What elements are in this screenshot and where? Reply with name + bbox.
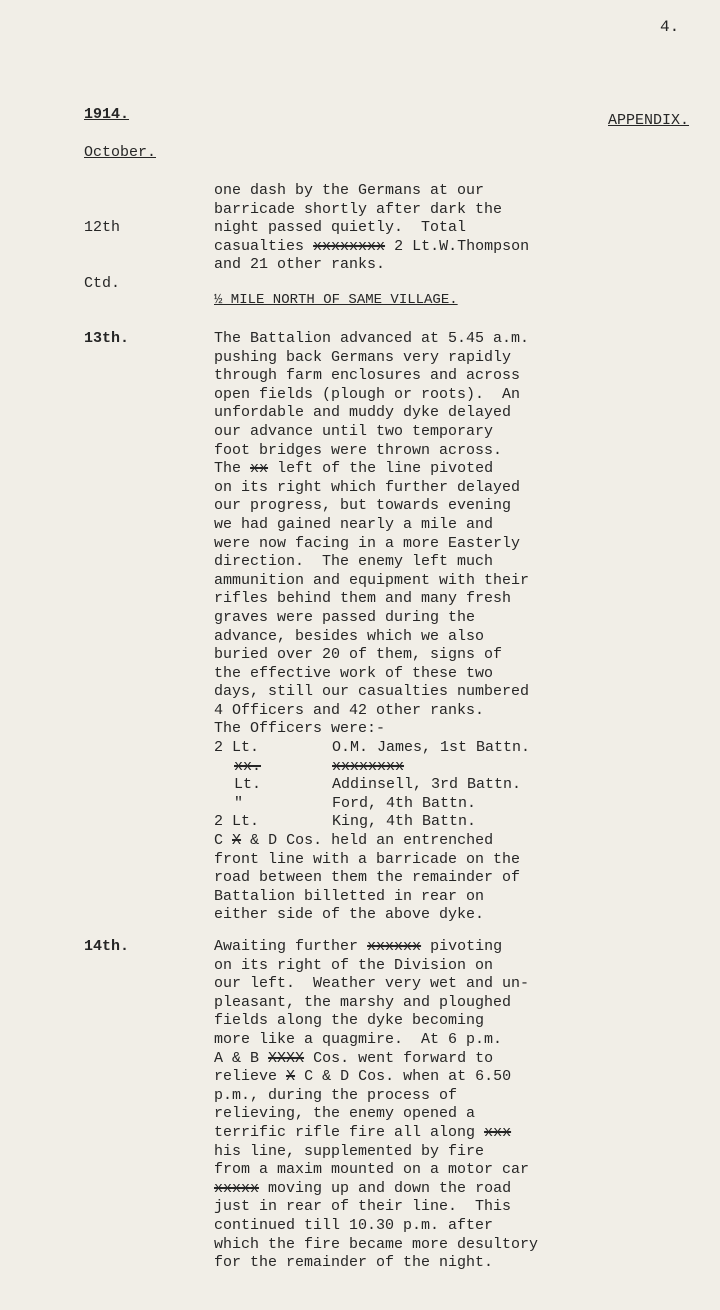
entry-12-line: one dash by the Germans at our <box>214 182 485 199</box>
struck-text: xxxxxx <box>367 938 422 955</box>
officer-row: 2 Lt. O.M. James, 1st Battn. <box>214 739 531 757</box>
month-heading: October. <box>84 144 157 161</box>
entry-13-text: The Battalion advanced at 5.45 a.m. pushing back Germans very rapidly through farm enclosures and across open fields (plough or roots). An unfordable and muddy dyke delayed our advance until two temporary foot bridges were thrown across. The xx left of the line pivoted on its right which further delayed our progress, but towards evening we had gained nearly a mile and were now facing in a more Easterly direction. The enemy left much ammunition and equipment with their rifles behind them and many fresh graves were passed during the advance, besides which we also buried over 20 of them, signs of the effective work of these two days, still our casualties numbered 4 Officers and 42 other ranks. The Officers were:- 2 Lt. O.M. James, 1st Battn. xx. xxxxxxxx Lt. Addinsell, 3rd Battn. " Ford, 4th Battn. 2 Lt. King, 4th Battn. C X & D Cos. held an entrenched front line with a barricade on the road between them the remainder of Battalion billetted in rear on either side of the above dyke. <box>214 330 714 925</box>
location-heading: ½ MILE NORTH OF SAME VILLAGE. <box>214 292 458 308</box>
entry-12-text <box>214 182 714 275</box>
struck-text: xxxxxxxx <box>332 757 405 775</box>
struck-text: xxxxx <box>214 1179 260 1197</box>
entry-12-line: casualties xxxxxxxx 2 Lt.W.Thompson <box>214 237 530 255</box>
struck-text: xxx <box>484 1123 512 1141</box>
struck-text: xx <box>250 460 269 478</box>
entry-12-line: and 21 other ranks. <box>214 256 386 274</box>
entry-14-date: 14th. <box>84 938 130 955</box>
entry-13-date: 13th. <box>84 330 130 347</box>
struck-text: XXXX <box>268 1049 305 1067</box>
entry-12-line: night passed quietly. Total <box>214 219 467 237</box>
officer-row <box>214 758 714 777</box>
entry-12-line: barricade shortly after dark the <box>214 200 503 218</box>
entry-14-text: Awaiting further xxxxxx pivoting on its right of the Division on our left. Weather very wet and un- pleasant, the marshy and ploughed fields along the dyke becoming more like a quagmire. At 6 p.m. A & B XXXX Cos. went forward to relieve X C & D Cos. when at 6.50 p.m., during the process of relieving, the enemy opened a terrific rifle fire all along xxx his line, supplemented by fire from a maxim mounted on a motor car xxxxx moving up and down the road just in rear of their line. This continued till 10.30 p.m. after which the fire became more desultory for the remainder of the night. <box>214 938 539 1272</box>
appendix-heading: APPENDIX. <box>608 112 690 129</box>
officer-row: " Ford, 4th Battn. <box>234 794 477 812</box>
struck-text: X <box>232 832 242 850</box>
struck-text: xx. <box>234 757 262 775</box>
year-heading: 1914. <box>84 106 130 123</box>
struck-text: X <box>286 1068 296 1086</box>
officer-row: 2 Lt. King, 4th Battn. <box>214 813 477 831</box>
officer-row: Lt. Addinsell, 3rd Battn. <box>234 776 522 794</box>
entry-12-date: 12th Ctd. <box>84 219 121 292</box>
page-number: 4. <box>660 18 680 36</box>
struck-text: xxxxxxxx <box>313 237 386 255</box>
